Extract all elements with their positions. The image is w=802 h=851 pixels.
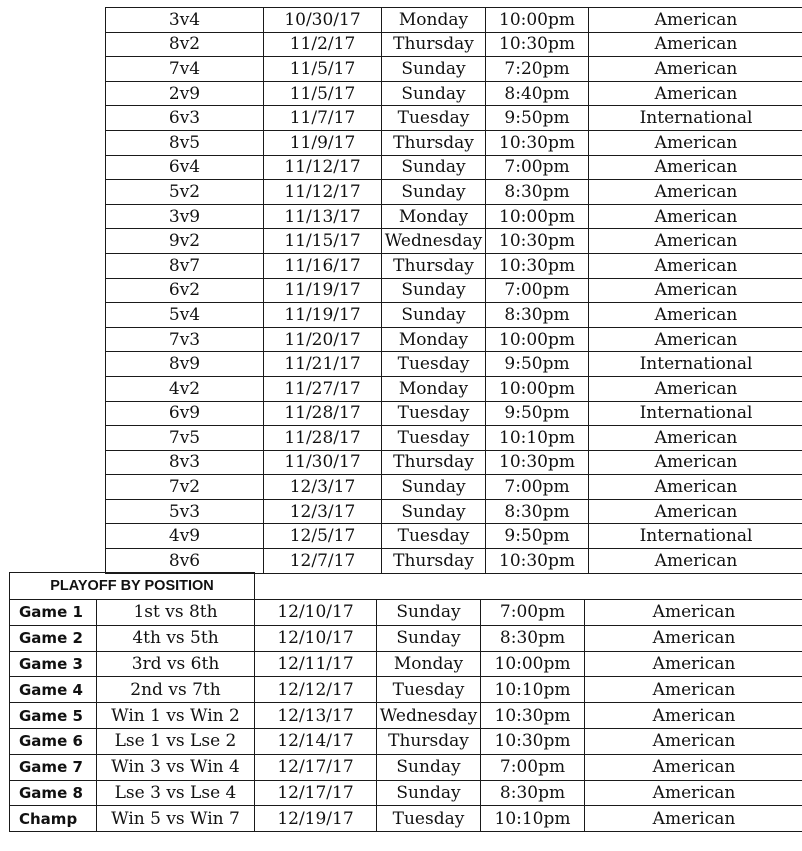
day-cell: Wednesday [382, 229, 486, 254]
match-cell: 8v9 [106, 352, 264, 377]
field-cell: American [589, 426, 802, 451]
date-cell: 11/19/17 [264, 303, 382, 328]
schedule-row [106, 204, 802, 229]
match-cell: 8v2 [106, 32, 264, 57]
day-cell: Monday [377, 651, 481, 677]
match-cell: 6v4 [106, 155, 264, 180]
field-cell: American [589, 229, 802, 254]
day-cell: Monday [382, 204, 486, 229]
time-cell: 10:00pm [486, 327, 589, 352]
day-cell: Sunday [377, 780, 481, 806]
playoff-row [10, 780, 802, 806]
day-cell: Thursday [377, 728, 481, 754]
time-cell: 10:30pm [481, 728, 585, 754]
field-cell: American [585, 806, 802, 832]
playoff-row [10, 806, 802, 832]
match-cell: 7v5 [106, 426, 264, 451]
game-label: Champ [10, 806, 97, 832]
day-cell: Tuesday [377, 677, 481, 703]
date-cell: 11/21/17 [264, 352, 382, 377]
date-cell: 12/10/17 [255, 600, 377, 626]
playoff-row [10, 703, 802, 729]
match-cell: 6v3 [106, 106, 264, 131]
field-cell: American [589, 278, 802, 303]
date-cell: 11/27/17 [264, 376, 382, 401]
matchup-cell: Lse 1 vs Lse 2 [97, 728, 255, 754]
time-cell: 10:30pm [486, 32, 589, 57]
time-cell: 10:30pm [486, 549, 589, 574]
playoff-heading-row [10, 573, 802, 600]
day-cell: Sunday [382, 57, 486, 82]
game-label: Game 7 [10, 754, 97, 780]
day-cell: Thursday [382, 253, 486, 278]
time-cell: 8:30pm [486, 499, 589, 524]
field-cell: International [589, 352, 802, 377]
match-cell: 7v3 [106, 327, 264, 352]
date-cell: 11/20/17 [264, 327, 382, 352]
game-label: Game 1 [10, 600, 97, 626]
field-cell: American [589, 499, 802, 524]
date-cell: 12/10/17 [255, 625, 377, 651]
field-cell: American [585, 677, 802, 703]
schedule-row [106, 229, 802, 254]
time-cell: 8:30pm [486, 303, 589, 328]
match-cell: 8v6 [106, 549, 264, 574]
matchup-cell: Lse 3 vs Lse 4 [97, 780, 255, 806]
matchup-cell: Win 5 vs Win 7 [97, 806, 255, 832]
date-cell: 11/7/17 [264, 106, 382, 131]
schedule-row [106, 253, 802, 278]
schedule-row [106, 376, 802, 401]
field-cell: American [589, 303, 802, 328]
matchup-cell: 3rd vs 6th [97, 651, 255, 677]
match-cell: 9v2 [106, 229, 264, 254]
playoff-row [10, 754, 802, 780]
day-cell: Tuesday [382, 352, 486, 377]
date-cell: 11/5/17 [264, 81, 382, 106]
time-cell: 10:30pm [486, 130, 589, 155]
day-cell: Thursday [382, 130, 486, 155]
field-cell: American [589, 32, 802, 57]
time-cell: 8:30pm [486, 180, 589, 205]
playoff-body [10, 573, 802, 832]
field-cell: American [585, 600, 802, 626]
schedule-row [106, 450, 802, 475]
date-cell: 12/17/17 [255, 754, 377, 780]
date-cell: 11/2/17 [264, 32, 382, 57]
day-cell: Sunday [382, 81, 486, 106]
schedule-row [106, 401, 802, 426]
day-cell: Thursday [382, 450, 486, 475]
day-cell: Tuesday [382, 524, 486, 549]
field-cell: American [585, 728, 802, 754]
time-cell: 10:30pm [486, 253, 589, 278]
date-cell: 11/28/17 [264, 426, 382, 451]
field-cell: American [589, 475, 802, 500]
field-cell: International [589, 106, 802, 131]
schedule-row [106, 32, 802, 57]
day-cell: Sunday [382, 278, 486, 303]
schedule-row [106, 499, 802, 524]
time-cell: 9:50pm [486, 401, 589, 426]
match-cell: 8v5 [106, 130, 264, 155]
date-cell: 11/15/17 [264, 229, 382, 254]
time-cell: 10:00pm [486, 8, 589, 33]
game-label: Game 5 [10, 703, 97, 729]
field-cell: American [589, 57, 802, 82]
game-label: Game 4 [10, 677, 97, 703]
schedule-row [106, 8, 802, 33]
schedule-row [106, 327, 802, 352]
date-cell: 11/19/17 [264, 278, 382, 303]
date-cell: 12/11/17 [255, 651, 377, 677]
date-cell: 11/12/17 [264, 155, 382, 180]
time-cell: 7:00pm [486, 475, 589, 500]
match-cell: 8v3 [106, 450, 264, 475]
game-label: Game 3 [10, 651, 97, 677]
day-cell: Sunday [382, 180, 486, 205]
time-cell: 7:00pm [486, 278, 589, 303]
game-label: Game 2 [10, 625, 97, 651]
game-label: Game 6 [10, 728, 97, 754]
date-cell: 10/30/17 [264, 8, 382, 33]
match-cell: 8v7 [106, 253, 264, 278]
schedule-row [106, 278, 802, 303]
schedule-row [106, 426, 802, 451]
date-cell: 11/28/17 [264, 401, 382, 426]
day-cell: Monday [382, 376, 486, 401]
date-cell: 12/14/17 [255, 728, 377, 754]
day-cell: Tuesday [377, 806, 481, 832]
match-cell: 3v4 [106, 8, 264, 33]
match-cell: 3v9 [106, 204, 264, 229]
playoff-row [10, 677, 802, 703]
time-cell: 10:10pm [486, 426, 589, 451]
date-cell: 12/5/17 [264, 524, 382, 549]
field-cell: International [589, 401, 802, 426]
time-cell: 7:00pm [481, 754, 585, 780]
day-cell: Monday [382, 327, 486, 352]
schedule-row [106, 106, 802, 131]
field-cell: International [589, 524, 802, 549]
time-cell: 7:20pm [486, 57, 589, 82]
schedule-row [106, 475, 802, 500]
time-cell: 10:00pm [486, 204, 589, 229]
time-cell: 10:00pm [481, 651, 585, 677]
field-cell: American [589, 327, 802, 352]
playoff-row [10, 651, 802, 677]
date-cell: 11/5/17 [264, 57, 382, 82]
match-cell: 4v9 [106, 524, 264, 549]
field-cell: American [589, 253, 802, 278]
day-cell: Sunday [377, 754, 481, 780]
date-cell: 12/19/17 [255, 806, 377, 832]
matchup-cell: 1st vs 8th [97, 600, 255, 626]
playoff-row [10, 728, 802, 754]
time-cell: 8:30pm [481, 780, 585, 806]
matchup-cell: 2nd vs 7th [97, 677, 255, 703]
match-cell: 6v2 [106, 278, 264, 303]
day-cell: Sunday [377, 625, 481, 651]
day-cell: Tuesday [382, 401, 486, 426]
field-cell: American [589, 450, 802, 475]
schedule-row [106, 81, 802, 106]
time-cell: 10:00pm [486, 376, 589, 401]
schedule-row [106, 180, 802, 205]
matchup-cell: 4th vs 5th [97, 625, 255, 651]
schedule-row [106, 303, 802, 328]
field-cell: American [589, 376, 802, 401]
time-cell: 10:10pm [481, 806, 585, 832]
field-cell: American [589, 549, 802, 574]
schedule-row [106, 57, 802, 82]
date-cell: 12/12/17 [255, 677, 377, 703]
playoff-row [10, 625, 802, 651]
day-cell: Sunday [382, 303, 486, 328]
matchup-cell: Win 1 vs Win 2 [97, 703, 255, 729]
schedule-row [106, 130, 802, 155]
time-cell: 7:00pm [486, 155, 589, 180]
playoff-table [9, 572, 802, 832]
playoff-row [10, 600, 802, 626]
day-cell: Tuesday [382, 106, 486, 131]
date-cell: 12/7/17 [264, 549, 382, 574]
field-cell: American [585, 703, 802, 729]
time-cell: 9:50pm [486, 524, 589, 549]
schedule-row [106, 549, 802, 574]
match-cell: 5v3 [106, 499, 264, 524]
date-cell: 11/9/17 [264, 130, 382, 155]
date-cell: 11/12/17 [264, 180, 382, 205]
match-cell: 4v2 [106, 376, 264, 401]
match-cell: 2v9 [106, 81, 264, 106]
time-cell: 9:50pm [486, 106, 589, 131]
date-cell: 12/3/17 [264, 499, 382, 524]
schedule-row [106, 524, 802, 549]
time-cell: 10:30pm [486, 229, 589, 254]
date-cell: 12/3/17 [264, 475, 382, 500]
day-cell: Tuesday [382, 426, 486, 451]
time-cell: 8:30pm [481, 625, 585, 651]
day-cell: Wednesday [377, 703, 481, 729]
day-cell: Sunday [382, 475, 486, 500]
day-cell: Monday [382, 8, 486, 33]
match-cell: 5v2 [106, 180, 264, 205]
playoff-heading-spacer [255, 573, 802, 600]
match-cell: 6v9 [106, 401, 264, 426]
field-cell: American [585, 754, 802, 780]
schedule-row [106, 352, 802, 377]
field-cell: American [589, 81, 802, 106]
field-cell: American [589, 180, 802, 205]
date-cell: 11/30/17 [264, 450, 382, 475]
matchup-cell: Win 3 vs Win 4 [97, 754, 255, 780]
day-cell: Sunday [382, 155, 486, 180]
match-cell: 5v4 [106, 303, 264, 328]
date-cell: 11/16/17 [264, 253, 382, 278]
field-cell: American [585, 651, 802, 677]
time-cell: 10:30pm [486, 450, 589, 475]
day-cell: Sunday [382, 499, 486, 524]
schedule-row [106, 155, 802, 180]
time-cell: 9:50pm [486, 352, 589, 377]
date-cell: 12/13/17 [255, 703, 377, 729]
field-cell: American [589, 204, 802, 229]
date-cell: 11/13/17 [264, 204, 382, 229]
season-schedule-body [106, 8, 802, 574]
field-cell: American [585, 780, 802, 806]
time-cell: 10:30pm [481, 703, 585, 729]
day-cell: Thursday [382, 32, 486, 57]
field-cell: American [585, 625, 802, 651]
match-cell: 7v4 [106, 57, 264, 82]
match-cell: 7v2 [106, 475, 264, 500]
day-cell: Sunday [377, 600, 481, 626]
time-cell: 8:40pm [486, 81, 589, 106]
game-label: Game 8 [10, 780, 97, 806]
field-cell: American [589, 130, 802, 155]
field-cell: American [589, 155, 802, 180]
playoff-heading: PLAYOFF BY POSITION [10, 573, 255, 600]
time-cell: 10:10pm [481, 677, 585, 703]
season-schedule-table [105, 7, 802, 574]
date-cell: 12/17/17 [255, 780, 377, 806]
day-cell: Thursday [382, 549, 486, 574]
time-cell: 7:00pm [481, 600, 585, 626]
field-cell: American [589, 8, 802, 33]
